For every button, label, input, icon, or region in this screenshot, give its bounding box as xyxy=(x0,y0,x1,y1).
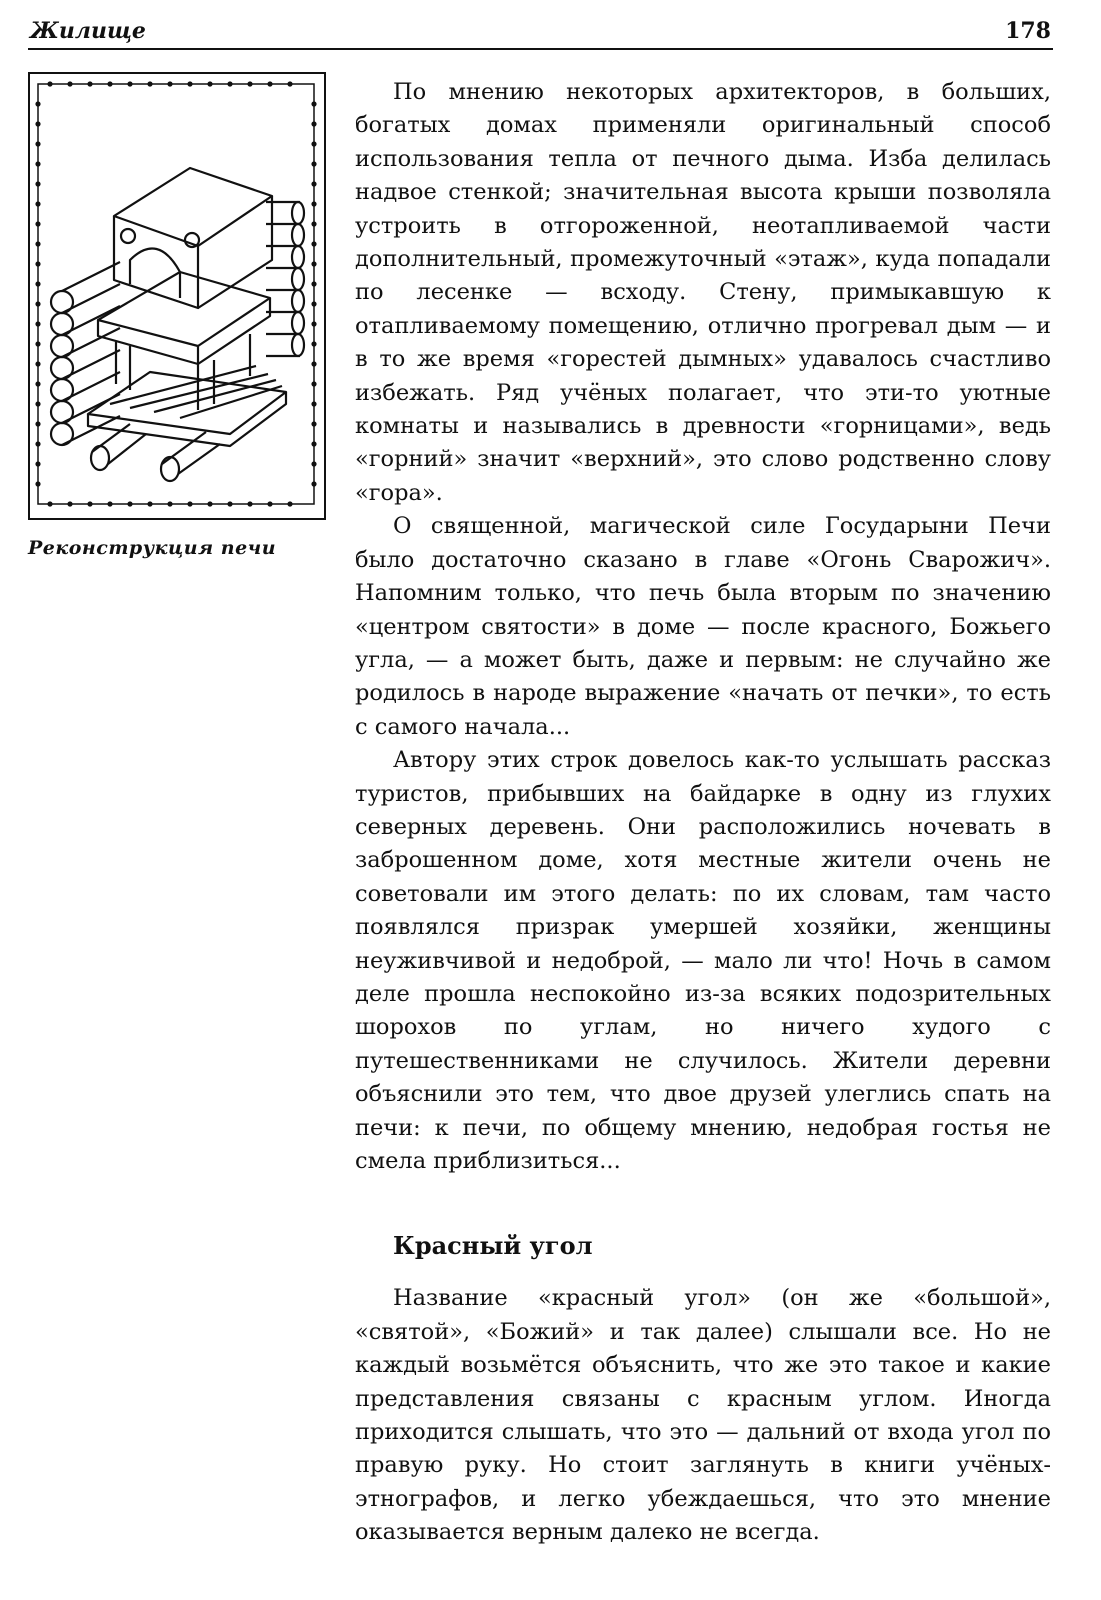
border-dot xyxy=(35,401,40,406)
border-dot xyxy=(311,241,316,246)
border-dot xyxy=(187,501,192,506)
border-dot xyxy=(311,461,316,466)
border-dot xyxy=(227,501,232,506)
paragraph: Название «красный угол» (он же «большой», «святой», «Божий» и так далее) слышали все. Но не каждый возьмётся объяснить, что же это такое и какие представления связаны с красным углом. Иногда приходится слышать, что это — дальний от входа угол по правую руку. Но стоит заглянуть в книги учёных-этнографов, и легко убеждаешься, что это мнение оказывается верным далеко не всегда. xyxy=(355,1285,1051,1546)
border-dot xyxy=(311,401,316,406)
border-dot xyxy=(311,101,316,106)
border-dot xyxy=(35,381,40,386)
border-dot xyxy=(207,501,212,506)
border-dot xyxy=(35,221,40,226)
border-dot xyxy=(35,461,40,466)
border-dot xyxy=(127,81,132,86)
border-dot xyxy=(311,481,316,486)
border-dot xyxy=(311,341,316,346)
paragraph: Автору этих строк довелось как-то услышать рассказ туристов, прибывших на байдарке в одну из глухих северных деревень. Они расположились ночевать в заброшенном доме, хотя местные жители очень не советовали им этого делать: по их словам, там часто появлялся призрак умершей хозяйки, женщины неуживчивой и недоброй, — мало ли что! Ночь в самом деле прошла неспокойно из-за всяких подозрительных шорохов по углам, но ничего худого с путешественниками не случилось. Жители деревни объяснили это тем, что двое друзей улеглись спать на печи: к печи, по общему мнению, недобрая гостья не смела приблизиться... xyxy=(355,747,1051,1174)
border-dot xyxy=(147,81,152,86)
border-dot xyxy=(35,181,40,186)
border-dot xyxy=(35,241,40,246)
stove-drawing xyxy=(30,74,324,518)
border-dot xyxy=(167,81,172,86)
figure-caption: Реконструкция печи xyxy=(28,537,277,559)
border-dot xyxy=(35,301,40,306)
border-dot xyxy=(35,361,40,366)
border-dot xyxy=(287,501,292,506)
border-dot xyxy=(311,221,316,226)
border-dot xyxy=(107,501,112,506)
border-dot xyxy=(35,141,40,146)
border-dot xyxy=(47,501,52,506)
border-dot xyxy=(87,81,92,86)
border-dot xyxy=(35,481,40,486)
border-dot xyxy=(47,81,52,86)
section-heading: Красный угол xyxy=(393,1231,593,1261)
border-dot xyxy=(187,81,192,86)
border-dot xyxy=(147,501,152,506)
border-dot xyxy=(67,501,72,506)
border-dot xyxy=(311,361,316,366)
border-dot xyxy=(311,121,316,126)
border-dot xyxy=(127,501,132,506)
border-dot xyxy=(311,201,316,206)
border-dot xyxy=(311,381,316,386)
border-dot xyxy=(311,321,316,326)
border-dot xyxy=(311,141,316,146)
border-dot xyxy=(35,321,40,326)
border-dot xyxy=(267,501,272,506)
border-dot xyxy=(227,81,232,86)
border-dot xyxy=(35,421,40,426)
border-dot xyxy=(311,441,316,446)
page-number: 178 xyxy=(1005,18,1051,44)
paragraph: По мнению некоторых архитекторов, в больших, богатых домах применяли оригинальный способ использования тепла от печного дыма. Изба делилась надвое стенкой; значительная высота крыши позволяла устроить в отгороженной, неотапливаемой части дополнительный, промежуточный «этаж», куда попадали по лесенке — всходу. Стену, примыкавшую к отапливаемому помещению, отлично прогревал дым — и в то же время «горестей дымных» удавалось счастливо избежать. Ряд учёных полагает, что эти-то уютные комнаты и назывались в древности «горницами», ведь «горний» значит «верхний», это слово родственно слову «гора». xyxy=(355,79,1051,506)
border-dot xyxy=(67,81,72,86)
border-dot xyxy=(207,81,212,86)
border-dot xyxy=(35,261,40,266)
paragraph: О священной, магической силе Государыни Печи было достаточно сказано в главе «Огонь Сварожич». Напомним только, что печь была вторым по значению «центром святости» в доме — после красного, Божьего угла, — а может быть, даже и первым: не случайно же родилось в народе выражение «начать от печки», то есть с самого начала... xyxy=(355,513,1051,740)
border-dot xyxy=(35,101,40,106)
border-dot xyxy=(35,281,40,286)
border-dot xyxy=(35,161,40,166)
border-dot xyxy=(311,161,316,166)
border-dot xyxy=(311,421,316,426)
border-dot xyxy=(287,81,292,86)
border-dot xyxy=(311,181,316,186)
border-dot xyxy=(35,121,40,126)
stove-illustration xyxy=(28,72,326,520)
border-dot xyxy=(87,501,92,506)
border-dot xyxy=(311,261,316,266)
border-dot xyxy=(267,81,272,86)
border-dot xyxy=(311,301,316,306)
border-dot xyxy=(167,501,172,506)
running-head xyxy=(28,14,1053,50)
main-text xyxy=(355,76,1051,1550)
section-title: Жилище xyxy=(30,18,146,44)
border-dot xyxy=(247,501,252,506)
border-dot xyxy=(35,441,40,446)
border-dot xyxy=(247,81,252,86)
border-dot xyxy=(35,201,40,206)
border-dot xyxy=(107,81,112,86)
border-dot xyxy=(311,281,316,286)
border-dot xyxy=(35,341,40,346)
